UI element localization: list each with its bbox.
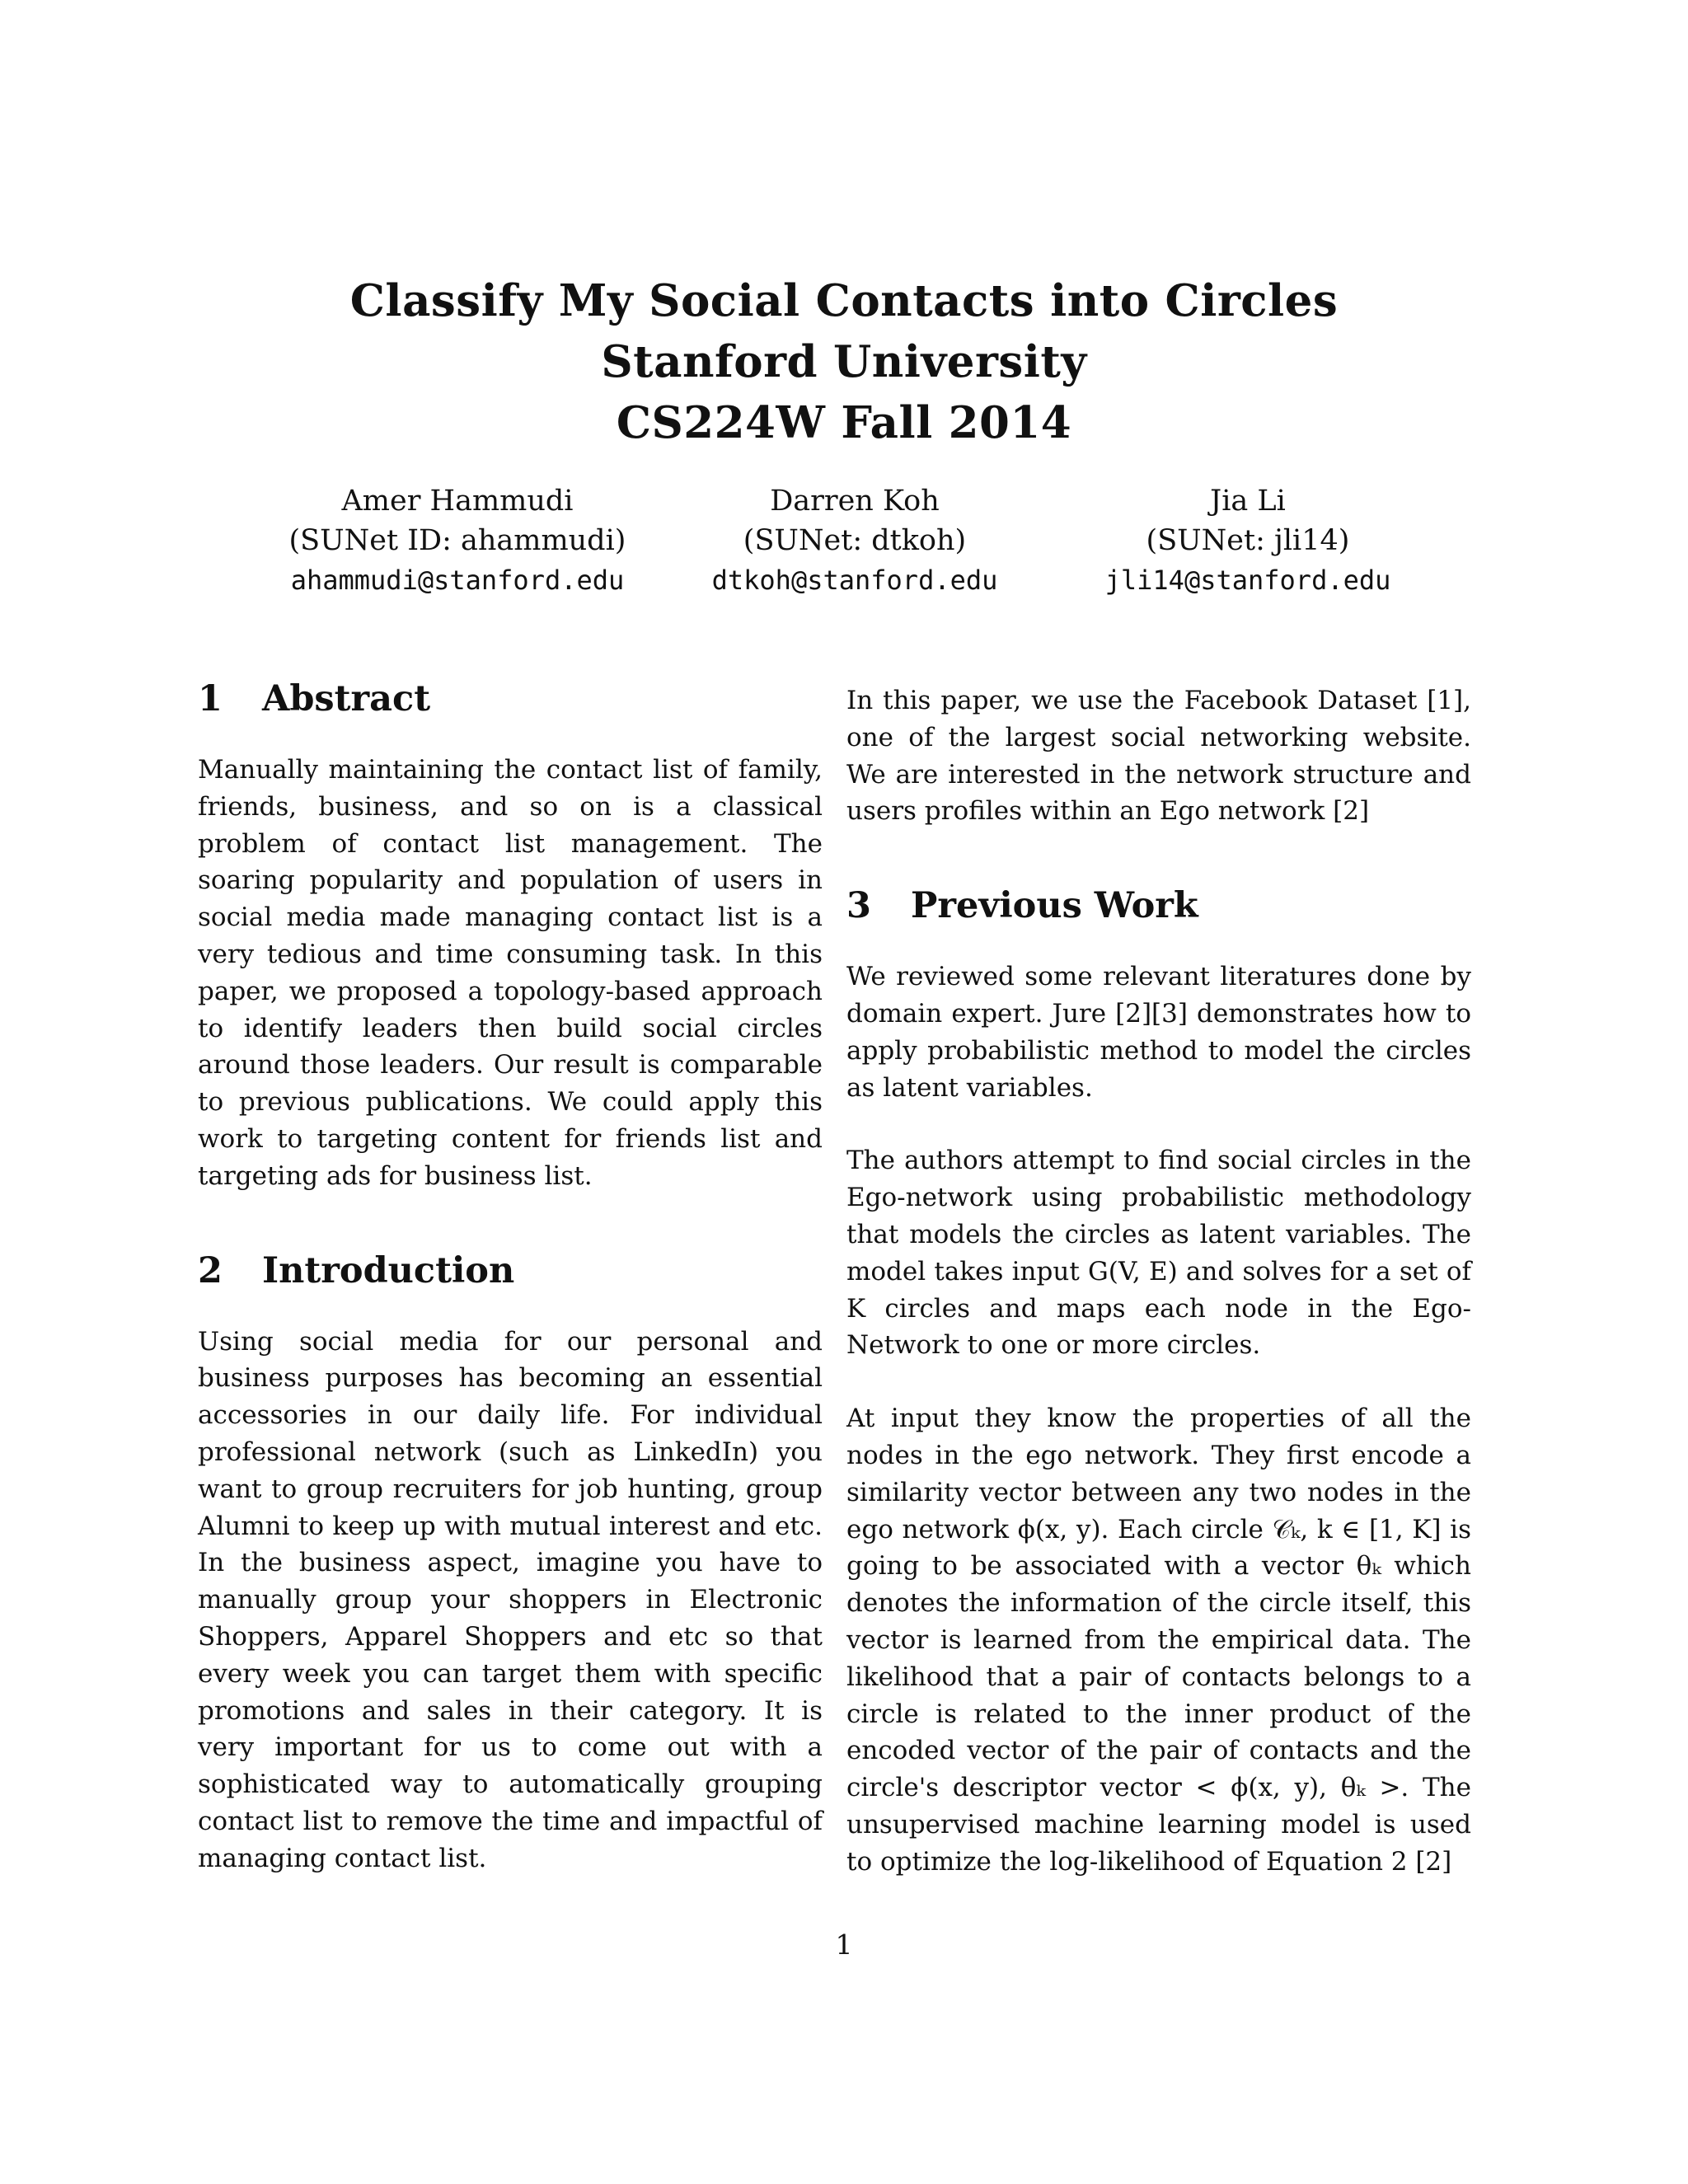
section-heading-introduction bbox=[198, 1246, 823, 1296]
section-number: 2 bbox=[198, 1249, 223, 1291]
section-heading-previous-work bbox=[846, 881, 1471, 930]
title-line-2: Stanford University bbox=[601, 336, 1087, 387]
section-heading-abstract bbox=[198, 674, 823, 724]
previous-work-paragraph-2: The authors attempt to find social circles in the Ego-network using probabilistic methodology that models the circles as latent variables. The model takes input G(V, E) and solves for a set of K circles and maps each node in the Ego-Network to one or more circles. bbox=[846, 1146, 1471, 1361]
previous-work-paragraph-3: At input they know the properties of all the nodes in the ego network. They first encode a similarity vector between any two nodes in the ego network ϕ(x, y). Each circle 𝒞ₖ, k ∈ [1, K] is going to be associated with a vector θₖ which denotes the information of the circle itself, this vector is learned from the empirical data. The likelihood that a pair of contacts belongs to a circle is related to the inner product of the encoded vector of the pair of contacts and the circle's descriptor vector < ϕ(x, y), θₖ >. The unsupervised machine learning model is used to optimize the log-likelihood of Equation 2 [2] bbox=[846, 1404, 1471, 1877]
author-name: Darren Koh bbox=[770, 485, 940, 518]
author-email[interactable]: dtkoh@stanford.edu bbox=[711, 565, 998, 596]
title-line-1: Classify My Social Contacts into Circles bbox=[349, 275, 1339, 326]
abstract-paragraph: Manually maintaining the contact list of family, friends, business, and so on is a classical problem of contact list management. The soaring popularity and population of users in social media made managing contact list is a very tedious and time consuming task. In this paper, we proposed a topology-based approach to identify leaders then build social circles around those leaders. Our result is comparable to previous publications. We could apply this work to targeting content for friends list and targeting ads for business list. bbox=[198, 755, 823, 1191]
author-email[interactable]: jli14@stanford.edu bbox=[1104, 565, 1391, 596]
author-2 bbox=[665, 481, 1044, 600]
author-block bbox=[0, 481, 1688, 605]
title-line-3: CS224W Fall 2014 bbox=[616, 397, 1072, 448]
previous-work-paragraph-1: We reviewed some relevant literatures done by domain expert. Jure [2][3] demonstrates how to apply probabilistic method to model the circles as latent variables. bbox=[846, 962, 1471, 1103]
section-title: Previous Work bbox=[911, 885, 1198, 927]
introduction-paragraph: Using social media for our personal and business purposes has becoming an essential accessories in our daily life. For individual professional network (such as LinkedIn) you want to group recruiters for job hunting, group Alumni to keep up with mutual interest and etc. In the business aspect, imagine you have to manually group your shoppers in Electronic Shoppers, Apparel Shoppers and etc so that every week you can target them with specific promotions and sales in their category. It is very important for us to come out with a sophisticated way to automatically grouping contact list to remove the time and impactful of managing contact list. bbox=[198, 1326, 823, 1873]
author-3 bbox=[1058, 481, 1437, 600]
paper-title bbox=[0, 270, 1688, 453]
introduction-continued-paragraph: In this paper, we use the Facebook Dataset [1], one of the largest social networking website. We are interested in the network structure and users profiles within an Ego network [2] bbox=[846, 686, 1471, 827]
section-title: Abstract bbox=[262, 678, 431, 719]
section-number: 1 bbox=[198, 678, 223, 719]
author-email[interactable]: ahammudi@stanford.edu bbox=[290, 565, 625, 596]
author-sunet: (SUNet ID: ahammudi) bbox=[288, 524, 626, 557]
left-column bbox=[198, 674, 823, 1877]
page-number: 1 bbox=[835, 1929, 853, 1961]
author-name: Jia Li bbox=[1210, 485, 1286, 518]
section-number: 3 bbox=[846, 885, 871, 927]
section-title: Introduction bbox=[262, 1249, 515, 1291]
author-sunet: (SUNet: dtkoh) bbox=[743, 524, 967, 557]
author-name: Amer Hammudi bbox=[341, 485, 574, 518]
right-column bbox=[846, 682, 1471, 1881]
author-1 bbox=[268, 481, 647, 600]
author-sunet: (SUNet: jli14) bbox=[1146, 524, 1350, 557]
